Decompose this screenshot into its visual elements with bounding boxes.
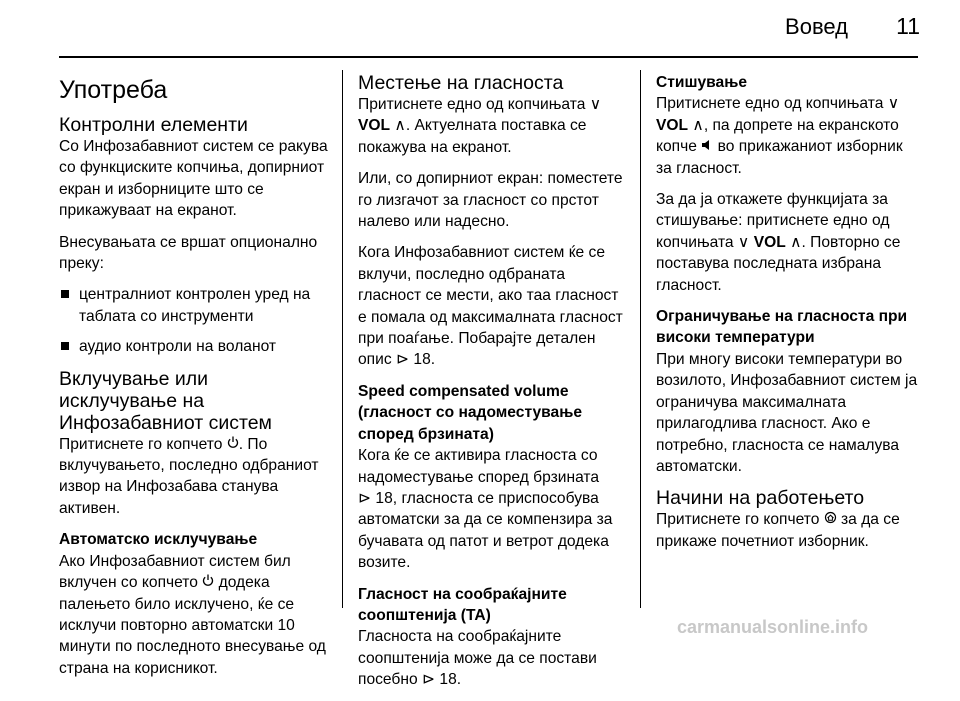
volume-up-icon: ∧: [394, 117, 406, 135]
section-power: [59, 368, 331, 520]
page-ref-icon: ⊳: [421, 671, 436, 689]
watermark: carmanualsonline.info: [677, 617, 869, 637]
section-modes: [656, 487, 918, 552]
home-button-icon: [824, 509, 837, 530]
volume-up-icon: ∧: [790, 233, 802, 251]
paragraph: Со Инфозабавниот систем се ракува со функциските копчиња, допирниот екран и изборниците што се прикажуваат на екранот.: [59, 138, 328, 220]
bullet-icon: [61, 342, 69, 350]
vol-label: VOL: [753, 233, 786, 251]
section-title: Начини на работењето: [656, 487, 865, 510]
bullet-list: [59, 284, 331, 357]
column-2: [358, 72, 626, 701]
column-3: [656, 72, 918, 562]
volume-down-icon: ∨: [737, 233, 750, 251]
column-divider-1: [342, 70, 343, 608]
paragraph: Притиснете го копчето за да се прикаже почетниот изборник.: [656, 511, 900, 550]
chapter-heading: Употреба: [59, 76, 168, 104]
paragraph: Притиснете едно од копчињата ∨ VOL ∧. Актуелната поставка се покажува на екранот.: [358, 96, 602, 156]
paragraph: Или, со допирниот екран: поместете го лизгачот за гласност со прстот налево или надесно.: [358, 170, 623, 231]
power-button-icon: [227, 434, 239, 455]
list-item: [59, 336, 331, 357]
section-title: Местење на гласноста: [358, 72, 564, 94]
subsection-title: Автоматско исклучување: [59, 531, 258, 549]
section-high-temp: [656, 306, 918, 477]
bullet-icon: [61, 290, 69, 298]
paragraph: Притиснете го копчето . По вклучувањето, последно одбраниот извор на Инфозабава станува активен.: [59, 435, 319, 517]
vol-label: VOL: [358, 117, 391, 135]
list-item: [59, 284, 331, 327]
paragraph: Внесувањата се вршат опционално преку:: [59, 233, 318, 273]
paragraph: Ако Инфозабавниот систем бил вклучен со копчето додека палењето било исклучено, ќе се исклучи повторно автоматски 10 минути по последното внесување од страна на корисникот.: [59, 552, 326, 677]
subsection-title: Ограничување на гласноста при високи температури: [656, 308, 908, 347]
page-header-title: Вовед: [785, 14, 848, 39]
section-speed-volume: [358, 381, 626, 574]
list-item-text: централниот контролен уред на таблата со инструменти: [79, 286, 311, 325]
paragraph: Притиснете едно од копчињата ∨ VOL ∧, па допрете на екранското копче во прикажаниот изборник за гласност.: [656, 95, 903, 177]
section-title: Вклучување или исклучување на Инфозабавниот систем: [59, 367, 272, 434]
paragraph: Кога Инфозабавниот систем ќе се вклучи, последно одбраната гласност се мести, ако таа гласност е помала од максималната гласност при поаѓање. Побарајте детален опис ⊳ 18.: [358, 242, 626, 370]
paragraph: При многу високи температури во возилото, Инфозабавниот систем ја ограничува максималната прилагодлива гласност. Ако е потребно, гласноста се намалува автоматски.: [656, 350, 918, 475]
header-rule: [59, 56, 918, 58]
page-ref-icon: ⊳: [395, 351, 410, 369]
section-ta-volume: [358, 584, 626, 691]
column-1: [59, 72, 331, 689]
subsection-title: Гласност на сообраќајните соопштенија (TA): [358, 585, 567, 624]
subsection-title: Speed compensated volume (гласност со надоместување според брзината): [358, 382, 582, 443]
paragraph: Кога ќе се активира гласноста со надоместување според брзината ⊳ 18, гласноста се приспособува автоматски за да се компензира за бучавата од патот и ветрот додека возите.: [358, 447, 613, 572]
mute-speaker-icon: [701, 136, 713, 157]
subsection-title: Стишување: [656, 74, 748, 91]
section-mute: [656, 72, 918, 296]
volume-down-icon: ∨: [589, 96, 602, 113]
section-auto-off: [59, 529, 331, 679]
volume-up-icon: ∧: [692, 116, 704, 134]
section-controls: [59, 114, 331, 358]
page-number: 11: [896, 13, 920, 39]
column-divider-2: [640, 70, 641, 608]
section-title: Контролни елементи: [59, 114, 248, 136]
section-volume: [358, 72, 626, 371]
vol-label: VOL: [656, 116, 689, 134]
volume-down-icon: ∨: [887, 95, 900, 113]
paragraph: За да ја откажете функцијата за стишување: притиснете едно од копчињата ∨ VOL ∧. Повторно се поставува последната избрана гласност.: [656, 191, 901, 294]
page-ref-icon: ⊳: [358, 489, 372, 507]
paragraph: Гласноста на сообраќајните соопштенија може да се постави посебно ⊳ 18.: [358, 626, 626, 690]
power-button-icon: [202, 572, 214, 593]
list-item-text: аудио контроли на воланот: [79, 338, 277, 356]
